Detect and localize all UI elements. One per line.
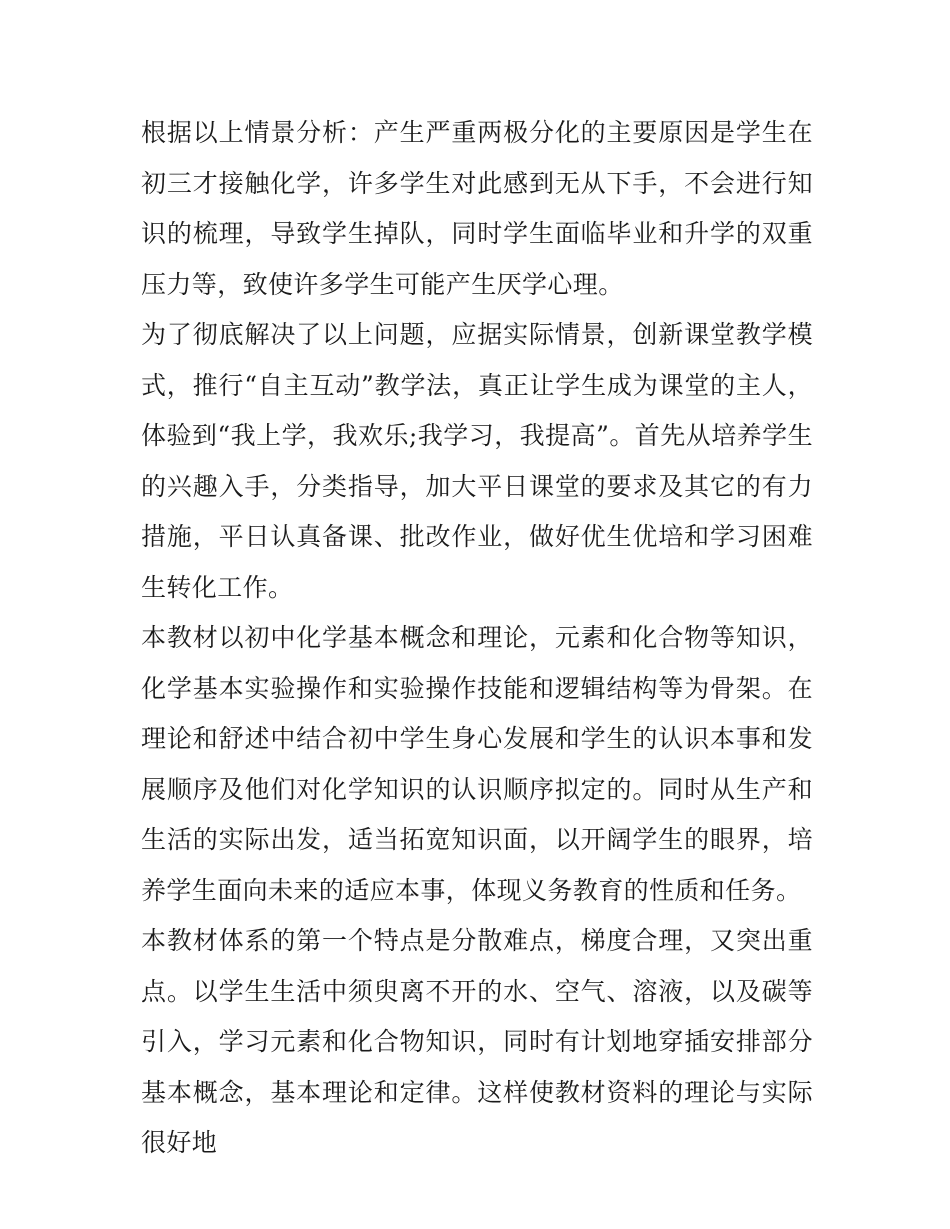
paragraph-2: 为了彻底解决了以上问题，应据实际情景，创新课堂教学模式，推行“自主互动”教学法，真正让学生成为课堂的主人，体验到“我上学，我欢乐;我学习，我提高”。首先从培养学生的兴趣入手，分类指导，加大平日课堂的要求及其它的有力措施，平日认真备课、批改作业，做好优生优培和学习困难生转化工作。: [141, 320, 813, 602]
paragraph-4: 本教材体系的第一个特点是分散难点，梯度合理，又突出重点。以学生生活中须臾离不开的水、空气、溶液，以及碳等引入，学习元素和化合物知识，同时有计划地穿插安排部分基本概念，基本理论和定律。这样使教材资料的理论与实际很好地: [141, 926, 813, 1157]
document-body: [141, 108, 813, 1169]
paragraph-3: 本教材以初中化学基本概念和理论，元素和化合物等知识，化学基本实验操作和实验操作技能和逻辑结构等为骨架。在理论和舒述中结合初中学生身心发展和学生的认识本事和发展顺序及他们对化学知识的认识顺序拟定的。同时从生产和生活的实际出发，适当拓宽知识面，以开阔学生的眼界，培养学生面向未来的适应本事，体现义务教育的性质和任务。: [141, 623, 813, 905]
paragraph-1: 根据以上情景分析：产生严重两极分化的主要原因是学生在初三才接触化学，许多学生对此感到无从下手，不会进行知识的梳理，导致学生掉队，同时学生面临毕业和升学的双重压力等，致使许多学生可能产生厌学心理。: [141, 118, 813, 299]
